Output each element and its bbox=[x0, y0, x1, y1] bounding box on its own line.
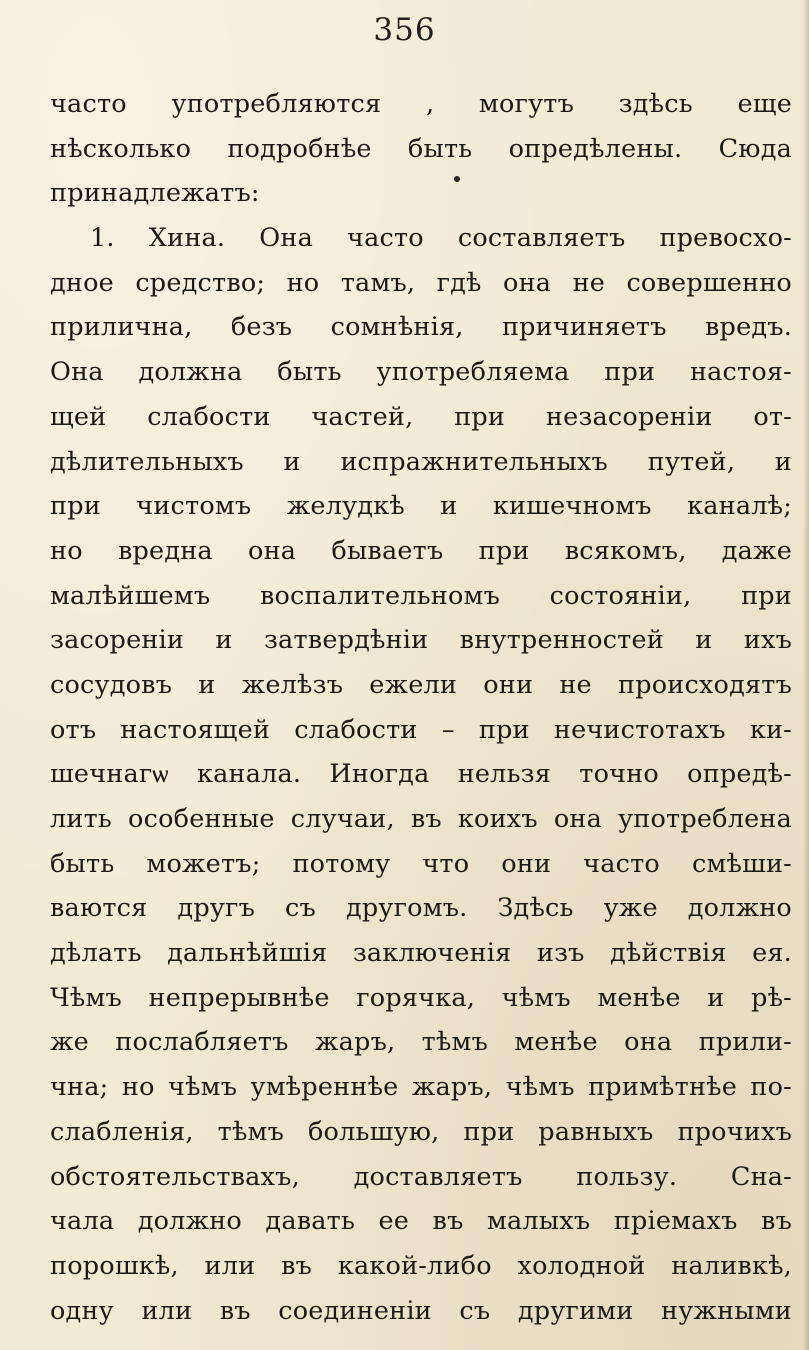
text-line: засореніи и затвердѣніи внутренностей и ихъ bbox=[50, 625, 792, 656]
text-line: малѣйшемъ воспалительномъ состояніи, при bbox=[50, 580, 792, 611]
text-line: отъ настоящей слабости – при нечистотахъ ки- bbox=[50, 714, 792, 745]
page-edge-shadow bbox=[803, 0, 809, 1350]
text-line: при чистомъ желудкѣ и кишечномъ каналѣ; bbox=[50, 491, 792, 522]
text-line: лить особенные случаи, въ коихъ она употреблена bbox=[50, 804, 792, 834]
text-line: обстоятельствахъ, доставляетъ пользу. Сна- bbox=[50, 1161, 792, 1192]
text-line: ваются другъ съ другомъ. Здѣсь уже должно bbox=[50, 893, 792, 924]
text-line: дѣлать дальнѣйшія заключенія изъ дѣйствія ея. bbox=[50, 938, 792, 969]
text-line: принадлежатъ: bbox=[50, 178, 260, 209]
text-line: слабленія, тѣмъ большую, при равныхъ прочихъ bbox=[50, 1116, 792, 1147]
text-line: же послабляетъ жаръ, тѣмъ менѣе она прили- bbox=[50, 1027, 792, 1058]
text-line: шечнагѡ канала. Иногда нельзя точно опредѣ- bbox=[50, 759, 792, 790]
text-line: нѣсколько подробнѣе быть опредѣлены. Сюда bbox=[50, 133, 792, 164]
text-line: чна; но чѣмъ умѣреннѣе жаръ, чѣмъ примѣтнѣе по- bbox=[50, 1072, 792, 1103]
body-text bbox=[50, 82, 792, 1333]
text-line: но вредна она бываетъ при всякомъ, даже bbox=[50, 535, 792, 566]
text-line: дѣлительныхъ и испражнительныхъ путей, и bbox=[50, 446, 792, 477]
text-line: чала должно давать ее въ малыхъ пріемахъ въ bbox=[50, 1206, 792, 1237]
text-line: сосудовъ и желѣзъ ежели они не происходятъ bbox=[50, 669, 792, 700]
text-line: одну или въ соединеніи съ другими нужными bbox=[50, 1295, 792, 1326]
text-line: Чѣмъ непрерывнѣе горячка, чѣмъ менѣе и рѣ- bbox=[50, 982, 792, 1013]
text-line: щей слабости частей, при незасореніи от- bbox=[50, 401, 792, 432]
text-line: 1. Хина. Она часто составляетъ превосхо- bbox=[90, 223, 792, 254]
text-line: порошкѣ, или въ какой-либо холодной наливкѣ, bbox=[50, 1250, 792, 1281]
text-line: прилична, безъ сомнѣнія, причиняетъ вредъ. bbox=[50, 312, 792, 343]
text-line: быть можетъ; потому что они часто смѣши- bbox=[50, 848, 792, 879]
text-line: Она должна быть употребляема при настоя- bbox=[50, 357, 792, 388]
page-number: 356 bbox=[373, 12, 436, 48]
text-line: часто употребляются , могутъ здѣсь еще bbox=[50, 89, 792, 119]
text-line: дное средство; но тамъ, гдѣ она не совершенно bbox=[50, 267, 792, 298]
